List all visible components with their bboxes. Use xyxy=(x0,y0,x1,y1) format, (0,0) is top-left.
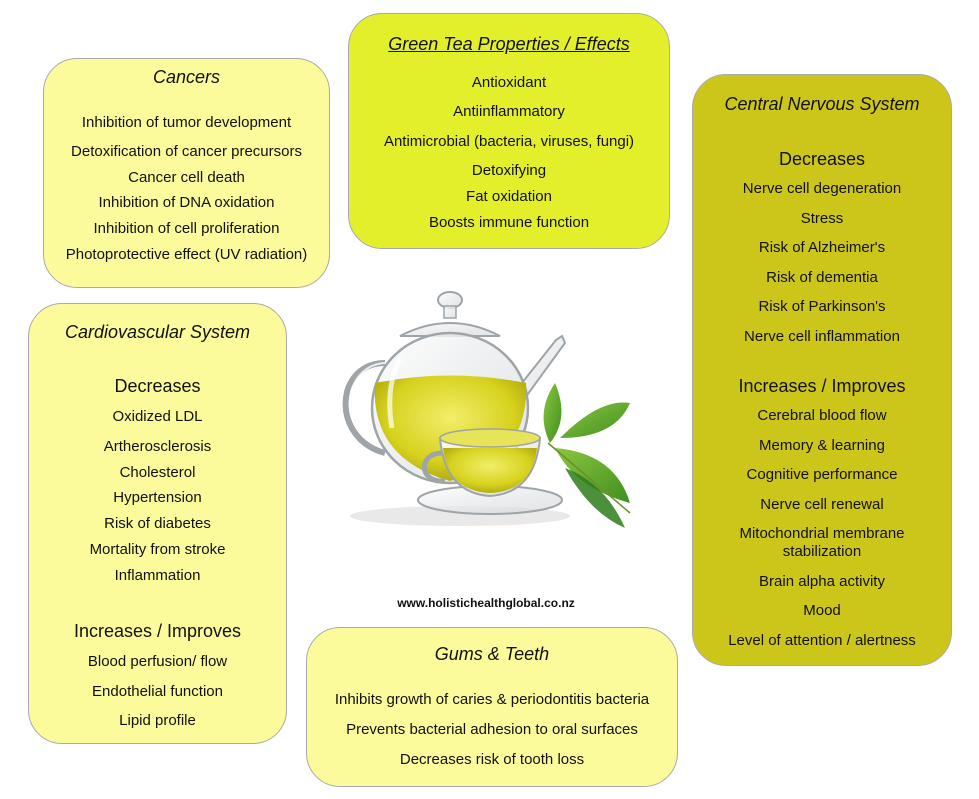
properties-item: Boosts immune function xyxy=(428,214,590,231)
gums-item: Decreases risk of tooth loss xyxy=(399,751,585,768)
cardio-title: Cardiovascular System xyxy=(64,322,251,342)
cns-increase-item: Nerve cell renewal xyxy=(760,496,884,513)
cancers-item: Detoxification of cancer precursors xyxy=(71,143,302,160)
cardio-decrease-item: Oxidized LDL xyxy=(112,408,203,425)
cns-increase-item: Mitochondrial membrane stabilization xyxy=(739,525,905,560)
properties-item: Antiinflammatory xyxy=(453,103,565,120)
properties-item: Fat oxidation xyxy=(466,188,552,205)
properties-item: Antimicrobial (bacteria, viruses, fungi) xyxy=(383,133,635,150)
cardio-increase-item: Lipid profile xyxy=(119,712,196,729)
cns-decrease-item: Risk of Alzheimer's xyxy=(758,239,886,256)
cardio-decrease-item: Inflammation xyxy=(114,567,201,584)
cns-decrease-item: Risk of dementia xyxy=(766,269,878,286)
cancers-box xyxy=(43,58,330,288)
website-url: www.holistichealthglobal.co.nz xyxy=(397,596,575,610)
cardio-increase-item: Blood perfusion/ flow xyxy=(87,653,228,670)
teapot-and-teacup-with-leaves-icon xyxy=(330,288,670,538)
gums-box xyxy=(306,627,678,787)
gums-item: Prevents bacterial adhesion to oral surfaces xyxy=(346,721,638,738)
cns-increases-heading: Increases / Improves xyxy=(738,376,906,396)
cns-decreases-heading: Decreases xyxy=(778,149,866,169)
properties-item: Detoxifying xyxy=(471,162,547,179)
cns-box xyxy=(692,74,952,666)
cardio-decreases-heading: Decreases xyxy=(114,376,201,396)
cardio-increase-item: Endothelial function xyxy=(92,683,223,700)
cancers-title: Cancers xyxy=(152,67,221,87)
cancers-item: Photoprotective effect (UV radiation) xyxy=(65,246,308,263)
properties-title: Green Tea Properties / Effects xyxy=(388,34,630,54)
properties-box xyxy=(348,13,670,249)
cancers-item: Inhibition of cell proliferation xyxy=(93,220,280,237)
cns-increase-item: Cerebral blood flow xyxy=(757,407,887,424)
cns-decrease-item: Nerve cell degeneration xyxy=(742,180,902,197)
cns-increase-item: Level of attention / alertness xyxy=(728,632,916,649)
cns-increase-item: Brain alpha activity xyxy=(759,573,885,590)
cardio-decrease-item: Artherosclerosis xyxy=(103,438,212,455)
cancers-item: Cancer cell death xyxy=(128,169,245,186)
cns-decrease-item: Stress xyxy=(800,210,844,227)
cardio-decrease-item: Hypertension xyxy=(113,489,202,506)
cancers-item: Inhibition of tumor development xyxy=(81,114,292,131)
cardio-decrease-item: Cholesterol xyxy=(119,464,196,481)
properties-item: Antioxidant xyxy=(471,74,547,91)
cardio-increases-heading: Increases / Improves xyxy=(73,621,242,641)
cns-increase-item: Mood xyxy=(803,602,841,619)
cardio-decrease-item: Risk of diabetes xyxy=(104,515,211,532)
cancers-item: Inhibition of DNA oxidation xyxy=(98,194,275,211)
gums-item: Inhibits growth of caries & periodontitis bacteria xyxy=(334,691,650,708)
cns-decrease-item: Risk of Parkinson's xyxy=(758,298,886,315)
gums-title: Gums & Teeth xyxy=(434,644,550,664)
cns-increase-item: Cognitive performance xyxy=(746,466,898,483)
cns-increase-item: Memory & learning xyxy=(759,437,885,454)
cns-decrease-item: Nerve cell inflammation xyxy=(744,328,900,345)
cardio-box xyxy=(28,303,287,744)
cardio-decrease-item: Mortality from stroke xyxy=(89,541,226,558)
cns-title: Central Nervous System xyxy=(724,94,920,114)
